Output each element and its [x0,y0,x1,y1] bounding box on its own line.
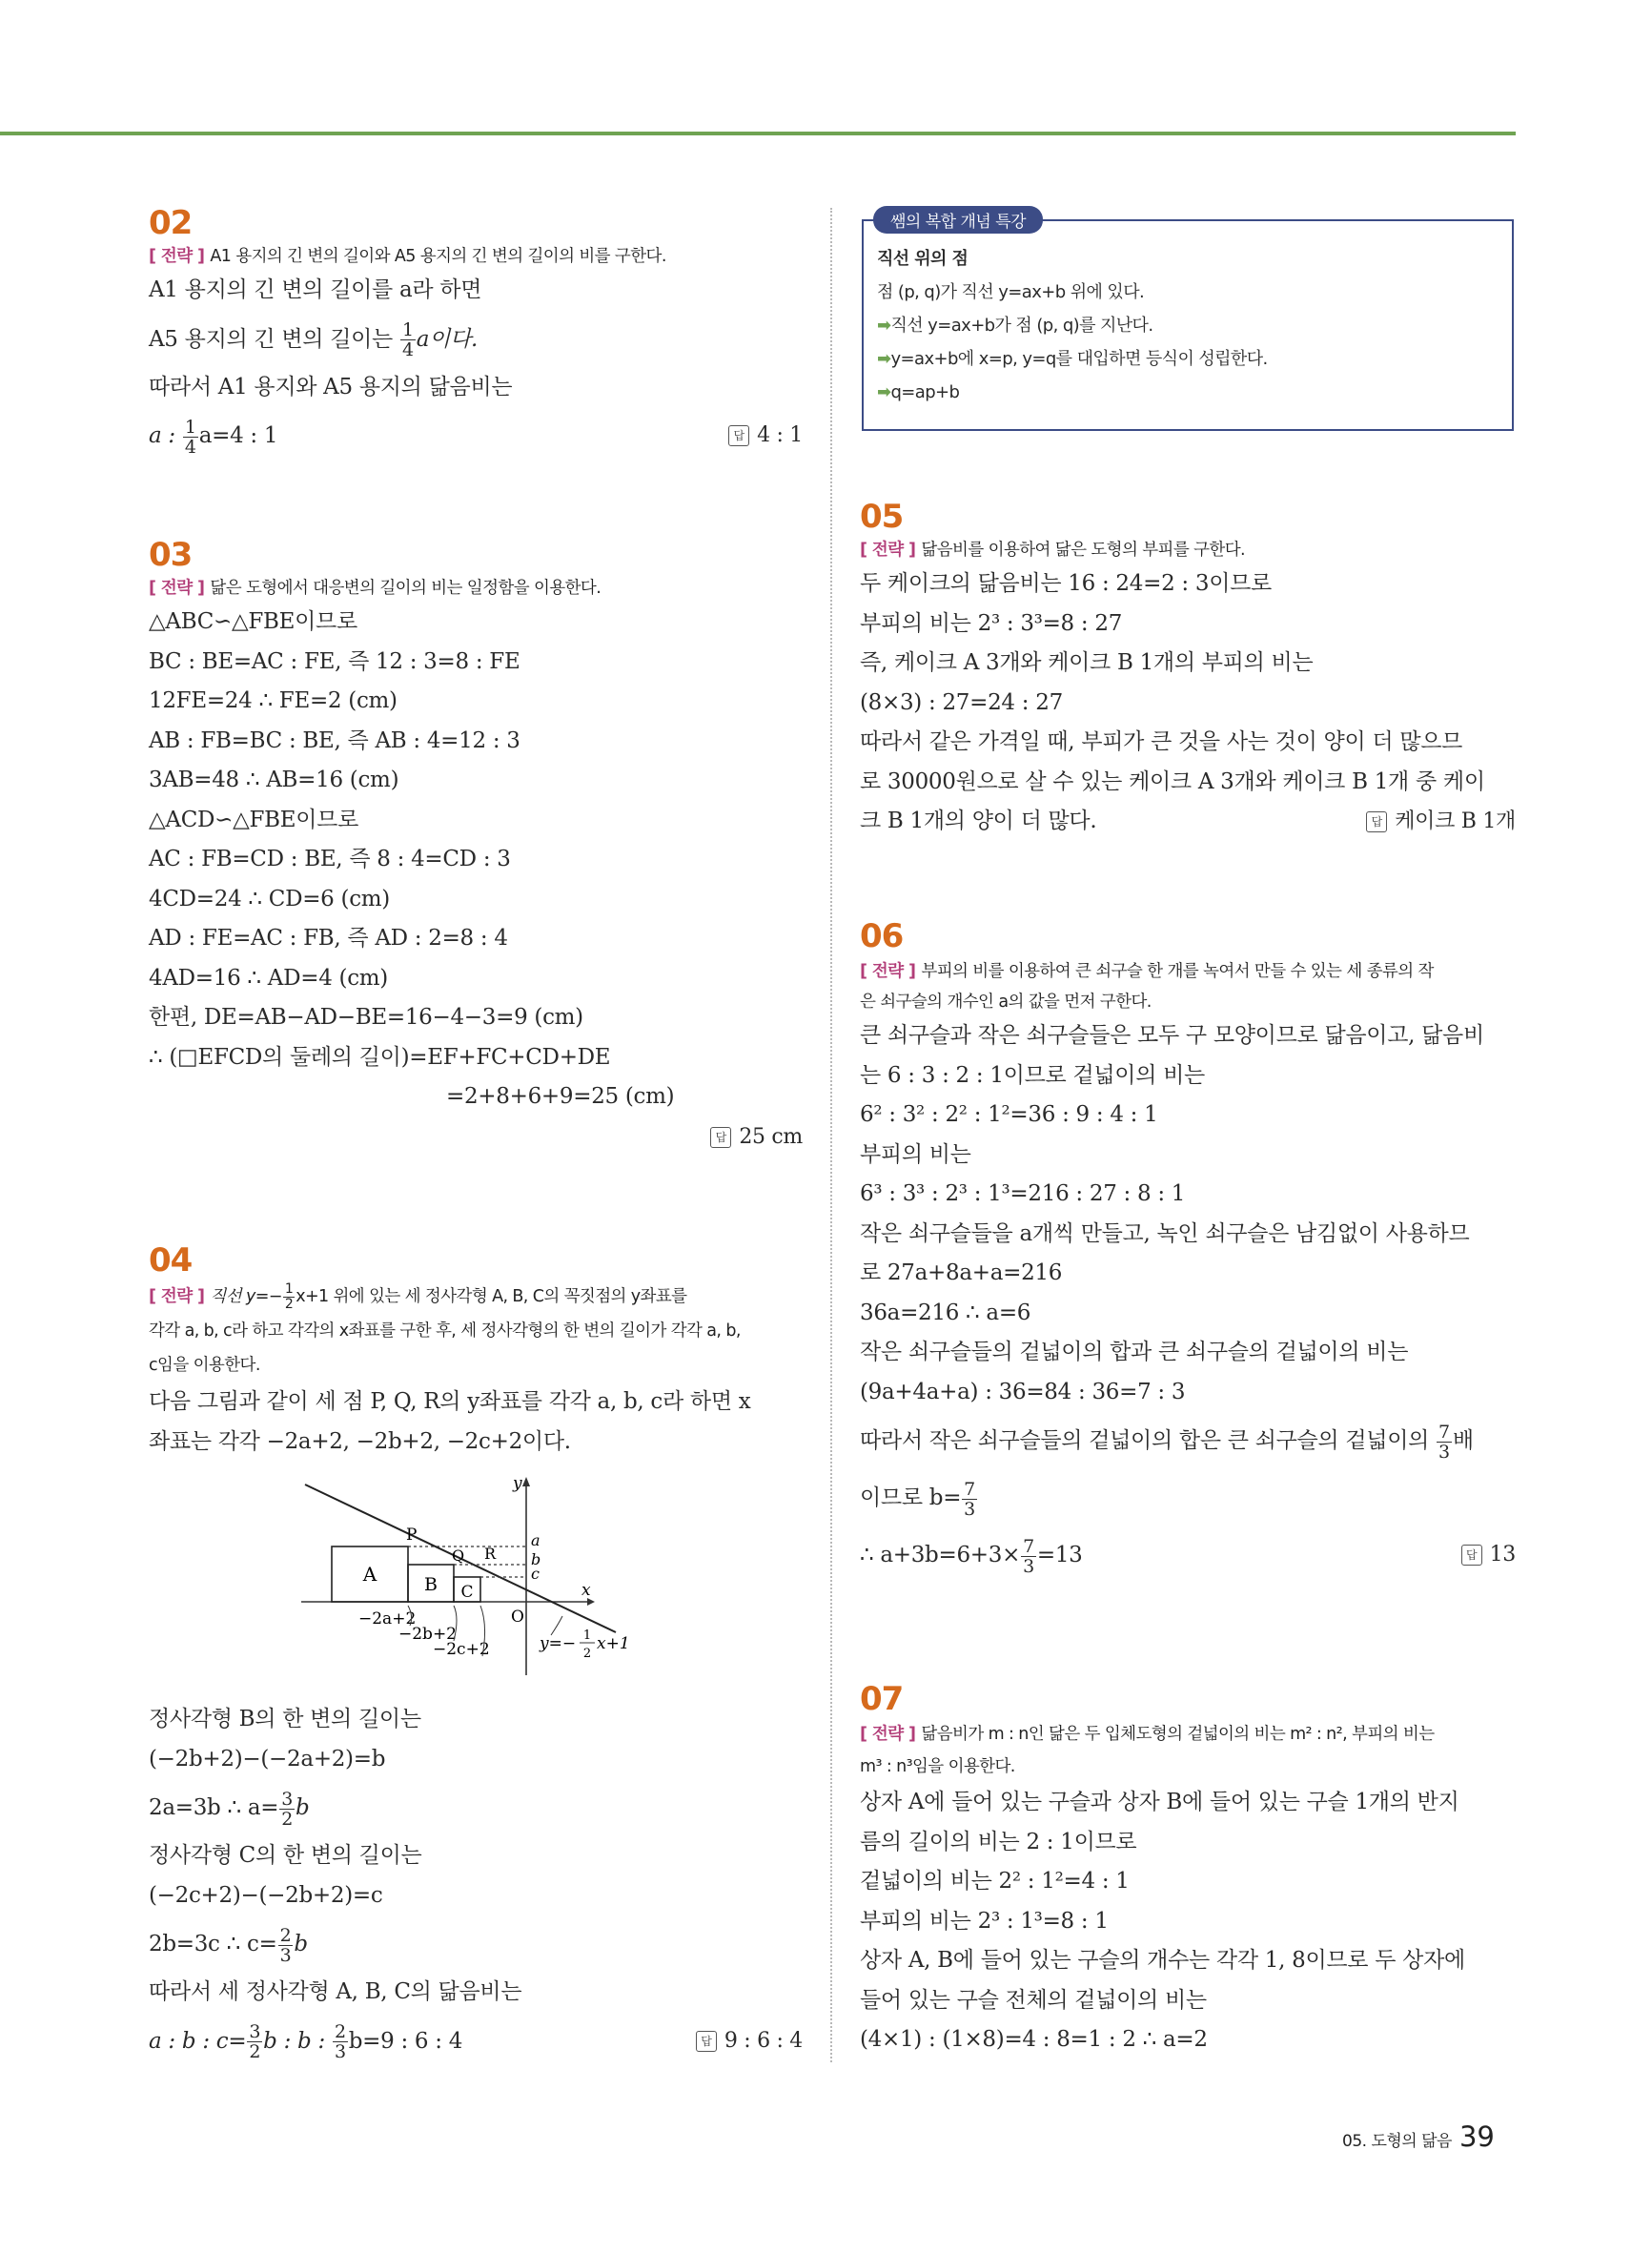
problem-number: 04 [149,1241,193,1280]
solution-line: 따라서 같은 가격일 때, 부피가 큰 것을 사는 것이 양이 더 많으므 [860,729,1463,754]
right-column [860,498,1516,2060]
solution-line: 따라서 작은 쇠구슬들의 겉넓이의 합은 큰 쇠구슬의 겉넓이의 $\frac{7}{3}$ 배 [860,1421,1474,1463]
concept-line: 점 (p, q)가 직선 y=ax+b 위에 있다. [877,282,1145,302]
strategy: 각각 a, b, c라 하고 각각의 x좌표를 구한 후, 세 정사각형의 한 변의 길이가 각각 a, b, [149,1321,741,1341]
concept-line: ➡직선 y=ax+b가 점 (p, q)를 지난다. [877,316,1153,336]
arrow-icon: ➡ [877,382,891,402]
solution-line: A1 용지의 긴 변의 길이를 a라 하면 [149,277,482,302]
problem-number: 03 [149,536,193,574]
solution-line: 즉, 케이크 A 3개와 케이크 B 1개의 부피의 비는 [860,650,1314,675]
solution-line: a : $\frac{1}{4}$ a=4 : 1 답 4 : 1 [149,407,803,464]
solution-line: 로 27a+8a+a=216 [860,1260,1063,1285]
solution-line: 2a=3b ∴ a= $\frac{3}{2}$ b [149,1788,310,1830]
column-divider [830,208,832,2062]
strategy: [ 전략 ] 직선 y=− $\frac{1}{2}$ x+1 위에 있는 세 정사각형 A, B, C의 꼭짓점의 y좌표를 [149,1280,687,1312]
solution-line: (4×1) : (1×8)=4 : 8=1 : 2 ∴ a=2 [860,2027,1208,2052]
solution-line: 4AD=16 ∴ AD=4 (cm) [149,965,388,991]
chapter-label: 05. 도형의 닮음 [1342,2132,1452,2151]
solution-line: 로 30000원으로 살 수 있는 케이크 A 3개와 케이크 B 1개 중 케이 [860,768,1485,794]
solution-line: 정사각형 B의 한 변의 길이는 [149,1707,421,1731]
strategy: [ 전략 ] 닮음비를 이용하여 닮은 도형의 부피를 구한다. [860,541,1245,560]
solution-line: 2b=3c ∴ c= $\frac{2}{3}$ b [149,1924,308,1966]
solution-line: 부피의 비는 [860,1141,971,1167]
solution-line: a : b : c= $\frac{3}{2}$ b : b : $\frac{2}{3}$ b=9 : 6 : 4 답 9 : 6 : 4 [149,2013,803,2070]
svg-text:1: 1 [582,1628,592,1643]
solution-line: 작은 쇠구슬들의 겉넓이의 합과 큰 쇠구슬의 겉넓이의 비는 [860,1340,1409,1364]
answer: 답 4 : 1 [728,407,803,464]
solution-line: 상자 A, B에 들어 있는 구슬의 개수는 각각 1, 8이므로 두 상자에 [860,1948,1465,1973]
origin-label: O [511,1608,524,1627]
strategy-tag: [ 전략 ] [149,247,205,266]
strategy: [ 전략 ] 부피의 비를 이용하여 큰 쇠구슬 한 개를 녹여서 만들 수 있는 세 종류의 작 [860,962,1434,981]
svg-text:2: 2 [582,1647,592,1661]
point-label-p: P [406,1526,418,1545]
solution-line: 겉넓이의 비는 2² : 1²=4 : 1 [860,1869,1130,1894]
answer: 답 25 cm [710,1117,803,1157]
point-label-r: R [484,1545,497,1563]
axis-label-a: a [531,1531,540,1549]
solution-line: △ACD∽△FBE이므로 [149,807,358,832]
solution-line: (−2c+2)−(−2b+2)=c [149,1882,383,1908]
square-label-a: A [362,1563,377,1586]
solution-line: 3AB=48 ∴ AB=16 (cm) [149,768,399,792]
axis-label-x: x [581,1581,591,1600]
left-column [149,191,803,2070]
solution-line: 들어 있는 구슬 전체의 겉넓이의 비는 [860,1987,1207,2013]
coord-label: −2a+2 [358,1609,417,1628]
solution-line: 6² : 3² : 2² : 1²=36 : 9 : 4 : 1 [860,1102,1158,1127]
svg-text:x+1: x+1 [597,1634,630,1653]
solution-line: 는 6 : 3 : 2 : 1이므로 겉넓이의 비는 [860,1062,1205,1088]
strategy: [ 전략 ] 닮음비가 m : n인 닮은 두 입체도형의 겉넓이의 비는 m² : n², 부피의 비는 [860,1725,1435,1744]
answer: 답 9 : 6 : 4 [696,2013,803,2070]
strategy: m³ : n³임을 이용한다. [860,1757,1015,1776]
solution-line: AC : FB=CD : BE, 즉 8 : 4=CD : 3 [149,847,511,871]
solution-line: ∴ (□EFCD의 둘레의 길이)=EF+FC+CD+DE [149,1044,611,1070]
solution-line: ∴ a+3b=6+3× $\frac{7}{3}$ =13 답 13 [860,1526,1516,1584]
answer: 답 케이크 B 1개 [1366,802,1516,842]
solution-line: 정사각형 C의 한 변의 길이는 [149,1843,422,1868]
problem-02 [149,204,803,500]
top-rule [0,132,1516,135]
concept-heading: 직선 위의 점 [877,249,969,269]
solution-line: 따라서 A1 용지와 A5 용지의 닮음비는 [149,374,513,399]
square-label-b: B [424,1574,438,1595]
strategy-text: A1 용지의 긴 변의 길이와 A5 용지의 긴 변의 길이의 비를 구한다. [210,247,666,266]
solution-line: 좌표는 각각 −2a+2, −2b+2, −2c+2이다. [149,1428,571,1454]
concept-line: ➡q=ap+b [877,382,960,402]
solution-line: 름의 길이의 비는 2 : 1이므로 [860,1829,1137,1854]
solution-line: (−2b+2)−(−2a+2)=b [149,1746,386,1772]
strategy: [ 전략 ] 닮은 도형에서 대응변의 길이의 비는 일정함을 이용한다. [149,579,602,598]
page-footer [1342,2120,1495,2153]
concept-line: ➡y=ax+b에 x=p, y=q를 대입하면 등식이 성립한다. [877,349,1268,369]
coord-label: −2b+2 [398,1625,458,1644]
axis-label-b: b [531,1550,541,1568]
solution-line: 12FE=24 ∴ FE=2 (cm) [149,688,398,713]
axis-label-y: y [513,1474,522,1493]
solution-line: A5 용지의 긴 변의 길이는 $\frac{1}{4}$ a이다. [149,319,479,360]
answer: 답 13 [1461,1526,1516,1584]
fraction-1-4: $\frac{1}{4}$ [184,416,196,458]
problem-number: 02 [149,204,193,242]
solution-line: △ABC∽△FBE이므로 [149,609,357,634]
problem-05 [860,498,1516,870]
arrow-icon: ➡ [877,316,891,336]
strategy: c임을 이용한다. [149,1356,260,1375]
squares-on-line-figure [301,1465,663,1694]
problem-06 [860,917,1516,1651]
solution-line: 다음 그림과 같이 세 점 P, Q, R의 y좌표를 각각 a, b, c라 하면 x [149,1389,751,1414]
solution-line: BC : BE=AC : FE, 즉 12 : 3=8 : FE [149,648,520,674]
concept-box-title: 쌤의 복합 개념 특강 [873,206,1043,234]
solution-line: AD : FE=AC : FB, 즉 AD : 2=8 : 4 [149,926,508,951]
problem-07 [860,1680,1516,2060]
problem-04 [149,1241,803,2070]
axis-label-c: c [531,1565,540,1583]
solution-line: AB : FB=BC : BE, 즉 AB : 4=12 : 3 [149,727,520,753]
problem-number: 06 [860,917,904,955]
solution-line: 36a=216 ∴ a=6 [860,1300,1031,1325]
strategy [149,242,803,271]
answer-line [149,1117,803,1157]
solution-line: (9a+4a+a) : 36=84 : 36=7 : 3 [860,1379,1186,1404]
solution-line: 부피의 비는 2³ : 3³=8 : 27 [860,610,1123,636]
solution-line: 한편, DE=AB−AD−BE=16−4−3=9 (cm) [149,1005,583,1030]
strategy: 은 쇠구슬의 개수인 a의 값을 먼저 구한다. [860,993,1152,1012]
solution-line: =2+8+6+9=25 (cm) [446,1084,675,1109]
problem-03 [149,536,803,1203]
problem-number: 05 [860,498,904,536]
line-equation: y=− [540,1634,577,1653]
solution-line: 크 B 1개의 양이 더 많다. 답 케이크 B 1개 [860,802,1516,842]
solution-line: 작은 쇠구슬들을 a개씩 만들고, 녹인 쇠구슬은 남김없이 사용하므 [860,1220,1470,1246]
solution-line: 부피의 비는 2³ : 1³=8 : 1 [860,1908,1109,1934]
solution-line: 따라서 세 정사각형 A, B, C의 닮음비는 [149,1979,522,2004]
page-number: 39 [1458,2120,1495,2153]
arrow-icon: ➡ [877,349,891,369]
solution-line: 이므로 b= $\frac{7}{3}$ [860,1478,975,1520]
answer-mark: 답 [728,425,749,446]
point-label-q: Q [452,1546,465,1565]
solution-line: 상자 A에 들어 있는 구슬과 상자 B에 들어 있는 구슬 1개의 반지 [860,1790,1459,1814]
coord-label: −2c+2 [433,1640,490,1659]
solution-line: 4CD=24 ∴ CD=6 (cm) [149,886,390,911]
fraction-1-4: $\frac{1}{4}$ [401,319,414,360]
solution-line: 6³ : 3³ : 2³ : 1³=216 : 27 : 8 : 1 [860,1181,1186,1206]
solution-line: (8×3) : 27=24 : 27 [860,689,1063,715]
problem-number: 07 [860,1680,904,1718]
solution-line: 두 케이크의 닮음비는 16 : 24=2 : 3이므로 [860,571,1272,596]
square-label-c: C [460,1583,474,1602]
solution-line: 큰 쇠구슬과 작은 쇠구슬들은 모두 구 모양이므로 닮음이고, 닮음비 [860,1023,1484,1048]
